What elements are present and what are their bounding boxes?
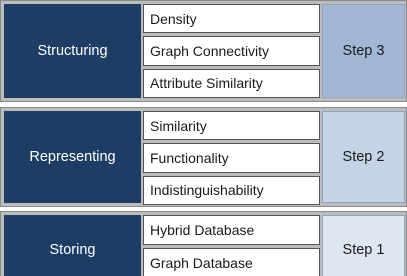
group-storing: [0, 211, 407, 276]
category-storing: Storing: [4, 215, 141, 276]
criteria-list-representing: [143, 111, 320, 205]
criterion-functionality: Functionality: [143, 143, 320, 172]
criterion-similarity: Similarity: [143, 111, 320, 140]
criterion-indistinguishability: Indistinguishability: [143, 176, 320, 205]
criteria-list-structuring: [143, 4, 320, 98]
criterion-density: Density: [143, 4, 320, 33]
group-structuring: [0, 0, 407, 102]
step-1-label: Step 1: [322, 215, 405, 276]
criterion-graph-database: Graph Database: [143, 248, 320, 276]
criteria-list-storing: [143, 215, 320, 276]
criterion-attribute-similarity: Attribute Similarity: [143, 69, 320, 98]
criterion-graph-connectivity: Graph Connectivity: [143, 36, 320, 65]
group-representing: [0, 107, 407, 207]
step-3-label: Step 3: [322, 4, 405, 98]
step-2-label: Step 2: [322, 111, 405, 203]
category-structuring: Structuring: [4, 4, 141, 98]
category-representing: Representing: [4, 111, 141, 203]
criterion-hybrid-database: Hybrid Database: [143, 215, 320, 245]
